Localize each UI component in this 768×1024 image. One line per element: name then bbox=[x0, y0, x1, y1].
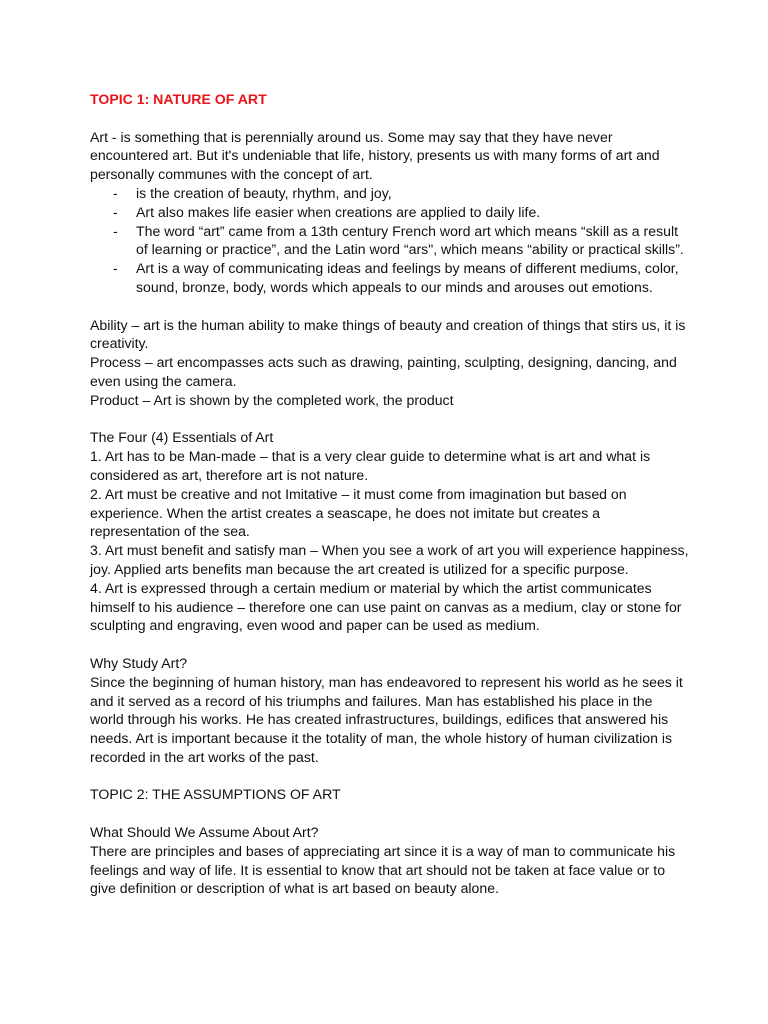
spacer bbox=[90, 410, 690, 429]
spacer bbox=[90, 767, 690, 786]
art-definition-list bbox=[90, 184, 690, 297]
topic2-heading: TOPIC 2: THE ASSUMPTIONS OF ART bbox=[90, 786, 341, 803]
why-study-heading: Why Study Art? bbox=[90, 654, 188, 671]
why-study-paragraph: Since the beginning of human history, man has endeavored to represent his world as he sees it and it served as a record of his triumphs and failures. Man has established his place in the world through his works. He has created infrastructures, buildings, edifices that answered his needs. Art is important because it the totality of man, the whole history of human civilization is recorded in the art works of the past. bbox=[90, 673, 683, 765]
dash-marker: - bbox=[113, 222, 118, 239]
essential-item: 3. Art must benefit and satisfy man – When you see a work of art you will experience happiness, joy. Applied arts benefits man because the art created is utilized for a specific purpose. bbox=[90, 542, 689, 577]
list-item-text: Art is a way of communicating ideas and feelings by means of different mediums, color, sound, bronze, body, words which appeals to our minds and arouses out emotions. bbox=[136, 260, 679, 295]
assumptions-paragraph: There are principles and bases of appreciating art since it is a way of man to communicate his feelings and way of life. It is essential to know that art should not be taken at face value or to give definition or description of what is art based on beauty alone. bbox=[90, 842, 676, 897]
dash-marker: - bbox=[113, 184, 118, 201]
list-item-text: The word “art” came from a 13th century French word art which means “skill as a result of learning or practice”, and the Latin word “ars", which means “ability or practical skills”. bbox=[136, 222, 684, 258]
product-paragraph: Product – Art is shown by the completed work, the product bbox=[90, 391, 454, 408]
list-item bbox=[90, 184, 690, 203]
spacer bbox=[90, 635, 690, 654]
topic1-heading: TOPIC 1: NATURE OF ART bbox=[90, 91, 267, 107]
process-paragraph: Process – art encompasses acts such as drawing, painting, sculpting, designing, dancing, and even using the camera. bbox=[90, 354, 677, 389]
spacer bbox=[90, 297, 690, 316]
essential-item: 4. Art is expressed through a certain medium or material by which the artist communicates himself to his audience – therefore one can use paint on canvas as a medium, clay or stone for sculpting and engraving, even wood and paper can be used as medium. bbox=[90, 579, 682, 634]
essential-item: 1. Art has to be Man-made – that is a very clear guide to determine what is art and what is considered as art, therefore art is not nature. bbox=[90, 448, 651, 483]
essentials-heading: The Four (4) Essentials of Art bbox=[90, 429, 274, 446]
ability-paragraph: Ability – art is the human ability to make things of beauty and creation of things that stirs us, it is creativity. bbox=[90, 316, 686, 352]
spacer bbox=[90, 804, 690, 823]
list-item bbox=[90, 222, 690, 260]
list-item bbox=[90, 203, 690, 222]
assumptions-heading: What Should We Assume About Art? bbox=[90, 824, 319, 841]
dash-marker: - bbox=[113, 203, 118, 220]
list-item-text: is the creation of beauty, rhythm, and joy, bbox=[136, 184, 392, 201]
document-page bbox=[90, 90, 690, 898]
intro-paragraph: Art - is something that is perennially around us. Some may say that they have never encountered art. But it's undeniable that life, history, presents us with many forms of art and personally communes with the concept of art. bbox=[90, 128, 660, 183]
list-item-text: Art also makes life easier when creations are applied to daily life. bbox=[136, 203, 541, 220]
list-item bbox=[90, 259, 690, 297]
essential-item: 2. Art must be creative and not Imitative – it must come from imagination but based on experience. When the artist creates a seascape, he does not imitate but creates a representation of the sea. bbox=[90, 485, 627, 540]
dash-marker: - bbox=[113, 260, 118, 277]
